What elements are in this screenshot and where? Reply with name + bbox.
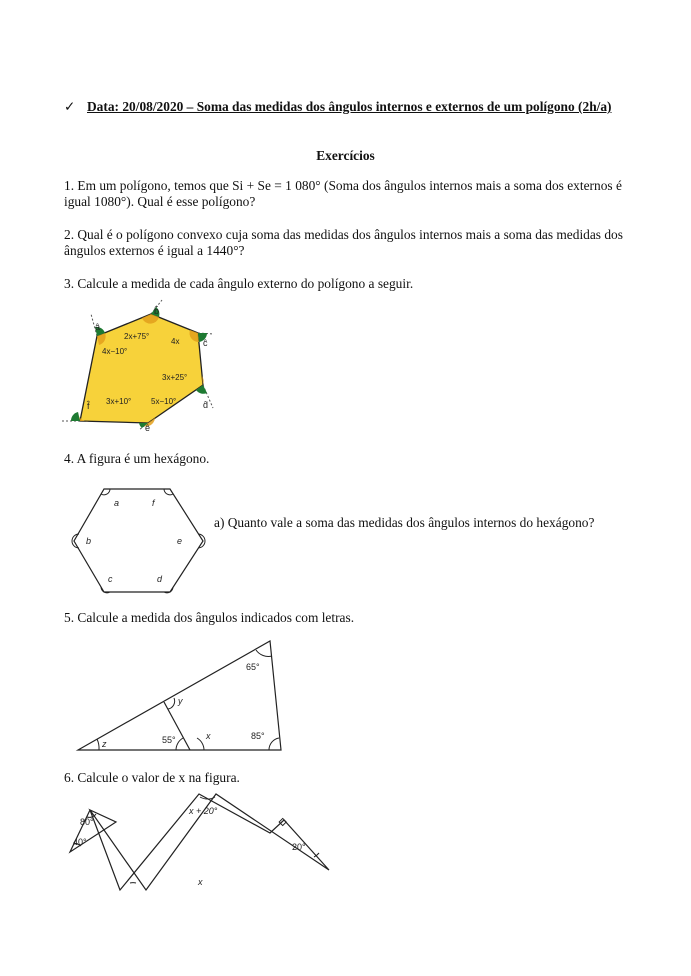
angle-65: 65°: [246, 662, 260, 672]
angle-label-2: 4x: [171, 337, 180, 346]
angle-40: 40°: [73, 837, 87, 847]
angle-x-plus-20: x + 20°: [189, 806, 218, 816]
angle-55: 55°: [162, 735, 176, 745]
hex-label-d: d: [157, 574, 163, 584]
label-a: â: [95, 322, 101, 332]
hex-label-e: e: [177, 536, 183, 546]
label-e: ê: [145, 423, 151, 433]
label-d: d̂: [203, 400, 209, 410]
angle-label-4: 3x+25°: [162, 373, 188, 382]
angle-z: z: [102, 739, 107, 749]
figure-zigzag: [64, 790, 334, 894]
angle-label-5: 3x+10°: [106, 397, 132, 406]
check-icon: ✓: [64, 99, 76, 114]
exterior-angle-f: [71, 412, 80, 421]
angle-y: y: [178, 696, 183, 706]
figure-hexagon: [70, 484, 210, 596]
label-f: f̂: [87, 401, 90, 411]
lesson-title: Data: 20/08/2020 – Soma das medidas dos ângulos internos e externos de um polígono (2h/a): [87, 99, 612, 114]
angle-20: 20°: [292, 842, 306, 852]
label-c: ĉ: [203, 338, 208, 348]
hex-label-f: f: [152, 498, 155, 508]
question-1: 1. Em um polígono, temos que Si + Se = 1 080° (Soma dos ângulos internos mais a soma dos externos é igual 1080°). Qual é esse polígono?: [64, 178, 622, 209]
angle-label-6: 5x−10°: [151, 397, 177, 406]
angle-label-3: 4x−10°: [102, 347, 128, 356]
angle-85: 85°: [251, 731, 265, 741]
question-3: 3. Calcule a medida de cada ângulo externo do polígono a seguir.: [64, 276, 414, 291]
figure-triangles: [70, 636, 290, 758]
question-5: 5. Calcule a medida dos ângulos indicados com letras.: [64, 610, 355, 625]
question-4: 4. A figura é um hexágono.: [64, 451, 210, 466]
question-2: 2. Qual é o polígono convexo cuja soma das medidas dos ângulos internos mais a soma das medidas dos ângulos externos é igual a 1440°?: [64, 227, 623, 258]
question-4a: a) Quanto vale a soma das medidas dos ângulos internos do hexágono?: [214, 515, 595, 530]
label-b: b̂: [154, 306, 160, 316]
section-title: Exercícios: [316, 148, 375, 163]
hex-label-c: c: [108, 574, 113, 584]
angle-x-bottom: x: [198, 877, 203, 887]
angle-label-1: 2x+75°: [124, 332, 150, 341]
lesson-header: [64, 99, 624, 115]
question-6: 6. Calcule o valor de x na figura.: [64, 770, 240, 785]
hex-label-a: a: [114, 498, 120, 508]
figure-polygon-exterior-angles: [60, 296, 230, 434]
hex-label-b: b: [86, 536, 92, 546]
angle-80: 80°: [80, 817, 94, 827]
angle-x: x: [206, 731, 211, 741]
